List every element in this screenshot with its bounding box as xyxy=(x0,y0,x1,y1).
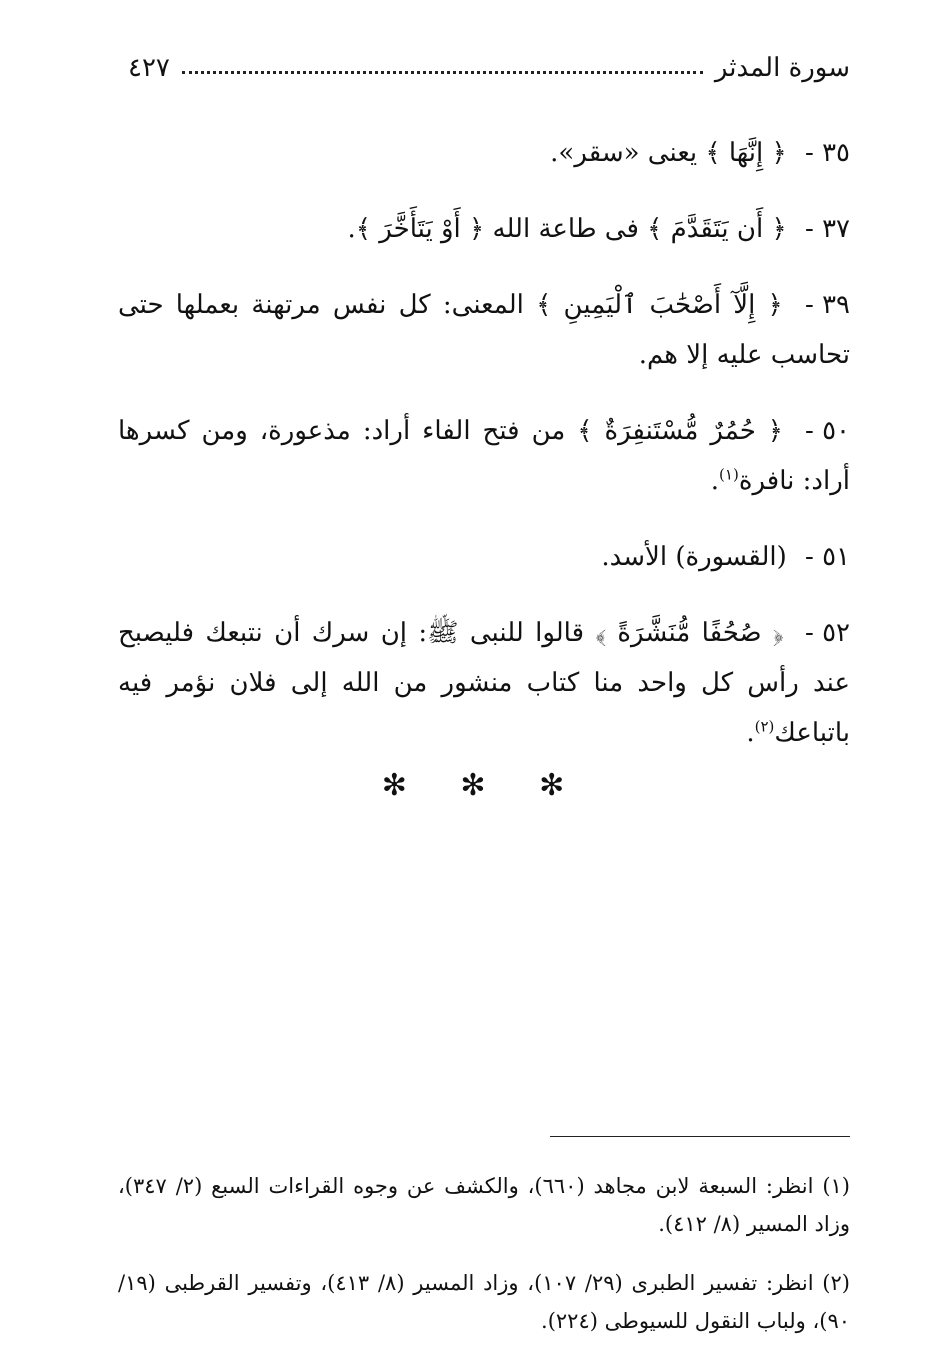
verse-number: ٣٥ - xyxy=(805,138,850,168)
verse-number: ٣٩ - xyxy=(805,290,850,320)
footnote-ref-2[interactable]: (٢) xyxy=(754,717,775,736)
verse-entry-39 xyxy=(118,280,850,380)
verse-commentary: ﴿ إِلَّآ أَصْحَٰبَ ٱلْيَمِينِ ﴾ المعنى: كل نفس مرتهنة بعملها حتى تحاسب عليه إلا هم. xyxy=(118,290,850,370)
verse-entry-37 xyxy=(118,204,850,254)
verse-commentary: (القسورة) الأسد. xyxy=(601,542,787,572)
footnote-ref-1[interactable]: (١) xyxy=(719,465,739,484)
section-separator: ✻ ✻ ✻ xyxy=(381,768,587,803)
verse-commentary: ﴿ صُحُفًا مُّنَشَّرَةً ﴾ قالوا للنبى ﷺ: إن سرك أن نتبعك فليصبح عند رأس كل واحد منا كتاب منشور من الله إلى فلان نؤمر فيه باتباعك xyxy=(118,618,850,748)
footnote-2: (٢) انظر: تفسير الطبرى (٢٩/ ١٠٧)، وزاد المسير (٨/ ٤١٣)، وتفسير القرطبى (١٩/ ٩٠)، ولباب النقول للسيوطى (٢٢٤). xyxy=(118,1271,850,1333)
verse-commentary: ﴿ إِنَّهَا ﴾ يعنى «سقر». xyxy=(550,138,787,168)
verse-commentary: ﴿ حُمُرٌ مُّسْتَنفِرَةٌ ﴾ من فتح الفاء أراد: مذعورة، ومن كسرها أراد: نافرة xyxy=(118,416,850,496)
verse-entry-52 xyxy=(118,608,850,758)
verse-number: ٥١ - xyxy=(805,542,850,572)
verse-number: ٥٠ - xyxy=(805,416,851,446)
header-dot-leader xyxy=(182,71,703,74)
running-header xyxy=(118,48,850,88)
footnote-rule xyxy=(550,1136,850,1137)
verse-number: ٥٢ - xyxy=(805,618,850,648)
verse-entry-35 xyxy=(118,128,850,178)
entry-tail: . xyxy=(746,718,755,748)
surah-title: سورة المدثر xyxy=(714,53,850,83)
verse-commentary: ﴿ أَن يَتَقَدَّمَ ﴾ فى طاعة الله ﴿ أَوْ يَتَأَخَّرَ ﴾. xyxy=(347,214,787,244)
verse-entry-50 xyxy=(118,406,850,506)
page-number: ٤٢٧ xyxy=(128,53,170,83)
footnotes xyxy=(118,1146,850,1344)
entry-tail: . xyxy=(710,466,720,496)
verse-number: ٣٧ - xyxy=(805,214,850,244)
verse-entry-51 xyxy=(118,532,850,582)
book-page xyxy=(118,40,850,1350)
page-body xyxy=(118,102,850,803)
footnote-1: (١) انظر: السبعة لابن مجاهد (٦٦٠)، والكشف عن وجوه القراءات السبع (٢/ ٣٤٧)، وزاد المسير (٨/ ٤١٢). xyxy=(118,1174,850,1236)
